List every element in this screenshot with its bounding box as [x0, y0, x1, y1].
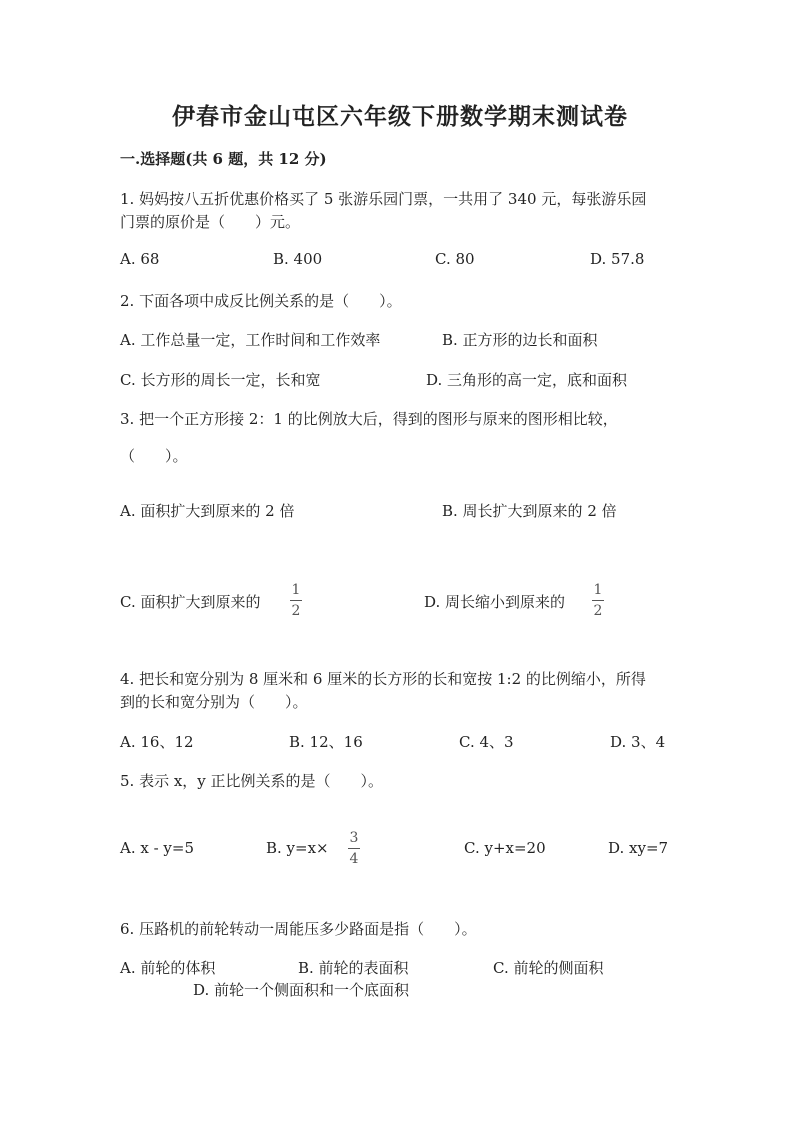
question-3-line-1: 3. 把一个正方形接 2：1 的比例放大后，得到的图形与原来的图形相比较， — [120, 410, 618, 428]
page-title: 伊春市金山屯区六年级下册数学期末测试卷 — [172, 103, 628, 130]
fraction-numerator: 1 — [593, 582, 603, 598]
question-2-option-d: D. 三角形的高一定，底和面积 — [426, 371, 628, 389]
question-4-line-2: 到的长和宽分别为（ ）。 — [120, 693, 308, 711]
question-5-option-b: B. y=x× — [266, 839, 329, 857]
question-6-line-1: 6. 压路机的前轮转动一周能压多少路面是指（ ）。 — [120, 920, 477, 938]
question-2-option-b: B. 正方形的边长和面积 — [442, 331, 598, 349]
fraction-numerator: 1 — [291, 582, 301, 598]
question-2-line-1: 2. 下面各项中成反比例关系的是（ ）。 — [120, 292, 402, 310]
fraction-denominator: 4 — [349, 851, 359, 867]
question-2-option-c: C. 长方形的周长一定，长和宽 — [120, 371, 321, 389]
question-4-option-d: D. 3、4 — [610, 733, 666, 751]
question-6-option-b: B. 前轮的表面积 — [298, 959, 409, 977]
question-5-option-d: D. xy=7 — [608, 839, 669, 857]
question-4-option-c: C. 4、3 — [459, 733, 514, 751]
question-4-option-a: A. 16、12 — [120, 733, 194, 751]
question-1-line-1: 1. 妈妈按八五折优惠价格买了 5 张游乐园门票，一共用了 340 元，每张游乐园 — [120, 190, 647, 208]
question-1-option-a: A. 68 — [120, 250, 160, 268]
fraction-bar — [348, 848, 360, 849]
question-1-option-b: B. 400 — [273, 250, 323, 268]
question-6-option-c: C. 前轮的侧面积 — [493, 959, 604, 977]
section-heading: 一.选择题(共 6 题，共 12 分) — [120, 150, 327, 168]
question-1-option-d: D. 57.8 — [590, 250, 645, 268]
fraction-denominator: 2 — [291, 603, 301, 619]
question-3-option-b: B. 周长扩大到原来的 2 倍 — [442, 502, 617, 520]
question-3-option-d: D. 周长缩小到原来的 — [424, 593, 566, 611]
fraction-numerator: 3 — [349, 830, 359, 846]
question-5-option-c: C. y+x=20 — [464, 839, 546, 857]
question-4-line-1: 4. 把长和宽分别为 8 厘米和 6 厘米的长方形的长和宽按 1:2 的比例缩小，所得 — [120, 670, 646, 688]
question-4-option-b: B. 12、16 — [289, 733, 363, 751]
question-3-option-c: C. 面积扩大到原来的 — [120, 593, 261, 611]
question-2-option-a: A. 工作总量一定，工作时间和工作效率 — [120, 331, 381, 349]
fraction-bar — [290, 600, 302, 601]
question-6-option-d: D. 前轮一个侧面积和一个底面积 — [193, 981, 410, 999]
question-5-option-a: A. x - y=5 — [120, 839, 195, 857]
question-3-line-2: （ ）。 — [120, 447, 188, 465]
question-6-option-a: A. 前轮的体积 — [120, 959, 216, 977]
question-1-line-2: 门票的原价是（ ）元。 — [120, 213, 301, 231]
fraction-bar — [592, 600, 604, 601]
question-5-line-1: 5. 表示 x，y 正比例关系的是（ ）。 — [120, 772, 384, 790]
fraction-denominator: 2 — [593, 603, 603, 619]
question-3-option-a: A. 面积扩大到原来的 2 倍 — [120, 502, 295, 520]
question-3-option-d-fraction — [592, 583, 604, 618]
question-5-option-b-fraction — [348, 831, 360, 866]
question-1-option-c: C. 80 — [435, 250, 475, 268]
question-3-option-c-fraction — [290, 583, 302, 618]
